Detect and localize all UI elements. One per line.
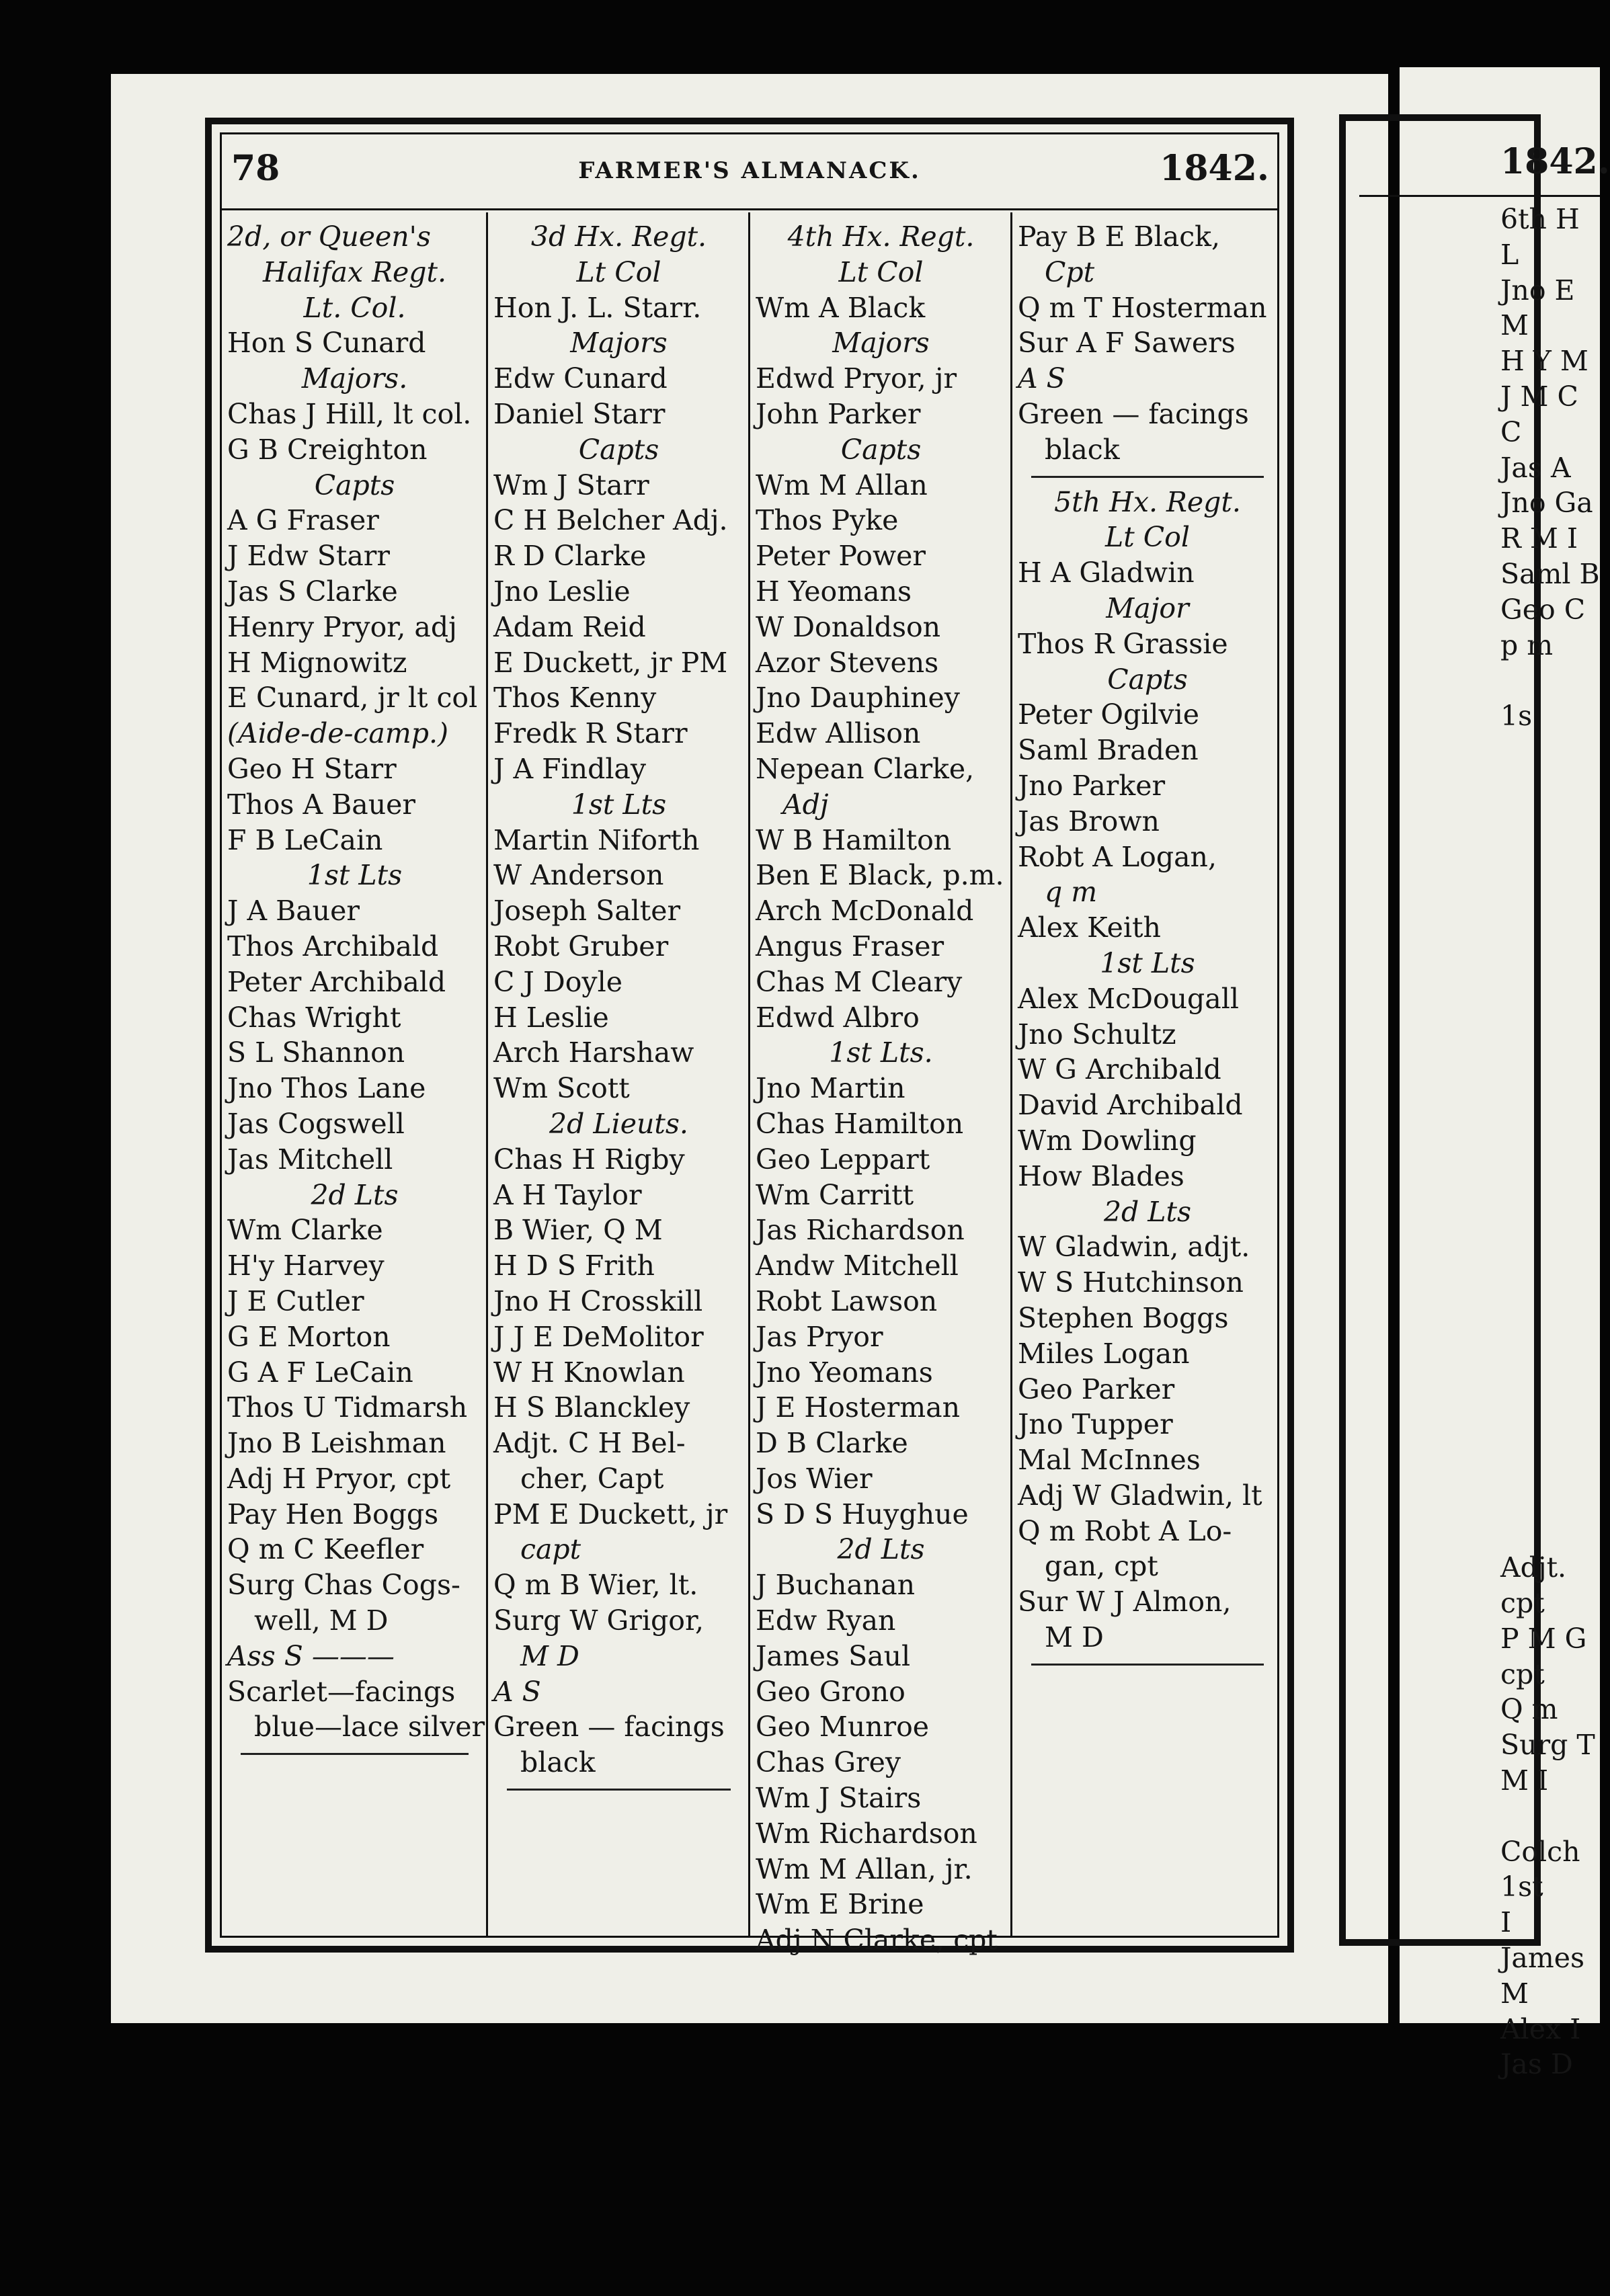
roster-line: J E Cutler bbox=[227, 1284, 364, 1317]
column-3 bbox=[750, 212, 1012, 1957]
roster-line: James Saul bbox=[756, 1639, 911, 1672]
roster-line: W Anderson bbox=[493, 859, 664, 892]
roster-line: H A Gladwin bbox=[1018, 557, 1195, 589]
roster-line: Major bbox=[1106, 591, 1189, 624]
roster-line: 2d, or Queen's bbox=[227, 220, 431, 253]
roster-line: Arch McDonald bbox=[756, 895, 974, 928]
page-number: 78 bbox=[231, 148, 280, 189]
roster-line: C H Belcher Adj. bbox=[493, 504, 728, 537]
facing-page-line bbox=[1500, 1799, 1600, 1834]
roster-line: Jno Dauphiney bbox=[756, 682, 960, 714]
roster-line: Thos R Grassie bbox=[1018, 627, 1228, 660]
roster-line: Lt Col bbox=[838, 255, 924, 288]
roster-line: Robt Gruber bbox=[493, 930, 669, 962]
roster-line: Majors. bbox=[301, 362, 408, 395]
roster-line: Jas Richardson bbox=[756, 1214, 965, 1247]
facing-page-line bbox=[1500, 1124, 1600, 1160]
roster-line: 2d Lts bbox=[311, 1178, 399, 1211]
facing-page-line bbox=[1500, 983, 1600, 1018]
roster-line: Edw Allison bbox=[756, 717, 921, 750]
roster-line: G E Morton bbox=[227, 1320, 391, 1353]
roster-line: Joseph Salter bbox=[493, 895, 681, 928]
roster-line: A S bbox=[493, 1675, 541, 1708]
facing-page-line: R M I bbox=[1500, 522, 1578, 555]
facing-page-line: cpt bbox=[1500, 1657, 1545, 1690]
roster-line: F B LeCain bbox=[227, 823, 383, 856]
facing-page bbox=[1400, 67, 1610, 2081]
roster-line: Jas S Clarke bbox=[227, 575, 398, 608]
roster-line: Jas Brown bbox=[1018, 805, 1160, 837]
roster-line: H Leslie bbox=[493, 1001, 609, 1034]
facing-page-line: M bbox=[1500, 309, 1529, 342]
roster-line: 1st Lts bbox=[307, 859, 403, 892]
roster-line: A S bbox=[1018, 362, 1065, 395]
roster-line: W B Hamilton bbox=[756, 823, 952, 856]
roster-line: M D bbox=[520, 1639, 579, 1672]
facing-page-line: Jas D bbox=[1500, 2048, 1573, 2081]
roster-line: H D S Frith bbox=[493, 1249, 655, 1282]
roster-line: Alex McDougall bbox=[1018, 982, 1239, 1015]
roster-line: 2d Lts bbox=[1103, 1195, 1192, 1228]
roster-line: Adj bbox=[782, 788, 829, 821]
roster-line: J J E DeMolitor bbox=[493, 1320, 704, 1353]
roster-line: Adam Reid bbox=[493, 610, 646, 643]
facing-page-line bbox=[1500, 1372, 1600, 1408]
roster-line: Miles Logan bbox=[1018, 1337, 1190, 1370]
facing-page-line bbox=[1500, 1018, 1600, 1053]
roster-line: (Aide-de-camp.) bbox=[227, 717, 449, 750]
roster-line: E Duckett, jr PM bbox=[493, 646, 728, 679]
roster-line: Chas Grey bbox=[756, 1746, 901, 1779]
roster-line: Jas Mitchell bbox=[227, 1143, 393, 1176]
roster-line: W G Archibald bbox=[1018, 1053, 1221, 1086]
roster-line: well, M D bbox=[254, 1604, 389, 1637]
column-4 bbox=[1012, 212, 1281, 1936]
roster-line: Pay Hen Boggs bbox=[227, 1498, 439, 1530]
roster-line: Wm M Allan bbox=[756, 468, 928, 501]
roster-line: Mal McInnes bbox=[1018, 1444, 1201, 1477]
roster-line: Wm J Starr bbox=[493, 468, 649, 501]
roster-line: Thos U Tidmarsh bbox=[227, 1391, 468, 1424]
facing-page-line bbox=[1500, 663, 1600, 698]
facing-page-line bbox=[1500, 1231, 1600, 1266]
roster-line: J Buchanan bbox=[756, 1569, 916, 1602]
roster-line: Q m Robt A Lo- bbox=[1018, 1514, 1232, 1547]
roster-line: Wm Clarke bbox=[227, 1214, 383, 1247]
roster-line: 2d Lts bbox=[837, 1533, 925, 1566]
roster-line: Jno Yeomans bbox=[756, 1356, 933, 1389]
roster-line: Peter Ogilvie bbox=[1018, 698, 1200, 731]
roster-line: Peter Power bbox=[756, 540, 926, 573]
facing-page-line bbox=[1500, 911, 1600, 947]
roster-line: Pay B E Black, bbox=[1018, 220, 1221, 253]
roster-line: Peter Archibald bbox=[227, 965, 446, 998]
facing-page-line bbox=[1500, 1089, 1600, 1124]
roster-line: Scarlet—facings bbox=[227, 1675, 456, 1708]
roster-line: Jos Wier bbox=[756, 1462, 873, 1495]
facing-page-line: 1s bbox=[1500, 700, 1533, 733]
facing-page-line: P M G bbox=[1500, 1622, 1587, 1655]
roster-line: Ben E Black, p.m. bbox=[756, 859, 1004, 892]
facing-page-line bbox=[1500, 1195, 1600, 1231]
roster-line: Majors bbox=[570, 327, 668, 360]
roster-line: Stephen Boggs bbox=[1018, 1301, 1229, 1334]
facing-page-line: 1st bbox=[1500, 1871, 1543, 1903]
roster-line: Jas Cogswell bbox=[227, 1107, 405, 1140]
roster-line: H S Blanckley bbox=[493, 1391, 690, 1424]
facing-page-line: J M C bbox=[1500, 380, 1578, 413]
roster-line: 1st Lts bbox=[571, 788, 667, 821]
facing-page-line: I bbox=[1500, 1906, 1512, 1939]
roster-line: Geo Parker bbox=[1018, 1372, 1175, 1405]
roster-line: Thos Pyke bbox=[756, 504, 899, 537]
roster-line: W Donaldson bbox=[756, 610, 941, 643]
roster-line: Wm A Black bbox=[756, 291, 926, 324]
facing-page-line: Jno E bbox=[1500, 274, 1575, 306]
page-frame-inner bbox=[220, 132, 1279, 1957]
roster-line: Wm E Brine bbox=[756, 1888, 924, 1921]
roster-line: black bbox=[1045, 433, 1120, 466]
facing-page-lines bbox=[1500, 202, 1600, 2082]
roster-line: Thos Kenny bbox=[493, 682, 657, 714]
roster-line: Jno B Leishman bbox=[227, 1427, 446, 1460]
roster-line: Q m C Keefler bbox=[227, 1533, 424, 1566]
roster-line: S L Shannon bbox=[227, 1036, 405, 1069]
roster-line: blue—lace silver bbox=[254, 1711, 485, 1744]
roster-line: Martin Niforth bbox=[493, 823, 700, 856]
roster-line: Jno Thos Lane bbox=[227, 1072, 426, 1105]
roster-line: Nepean Clarke, bbox=[756, 752, 975, 785]
roster-line: David Archibald bbox=[1018, 1089, 1243, 1122]
roster-line: Sur W J Almon, bbox=[1018, 1586, 1232, 1618]
facing-page-line bbox=[1500, 1338, 1600, 1373]
roster-line: capt bbox=[520, 1533, 581, 1566]
roster-line: Andw Mitchell bbox=[756, 1249, 959, 1282]
page-header bbox=[222, 134, 1277, 210]
roster-line: Arch Harshaw bbox=[493, 1036, 694, 1069]
roster-line: J Edw Starr bbox=[227, 540, 390, 573]
roster-line: Lt. Col. bbox=[303, 291, 406, 324]
roster-line: Geo Grono bbox=[756, 1675, 905, 1708]
roster-line: Cpt bbox=[1045, 255, 1095, 288]
roster-line: Capts bbox=[314, 468, 395, 501]
roster-line: Chas M Cleary bbox=[756, 965, 963, 998]
roster-line: Edw Cunard bbox=[493, 362, 668, 395]
roster-line: Wm Carritt bbox=[756, 1178, 914, 1211]
facing-page-line: H Y M bbox=[1500, 345, 1588, 378]
roster-line: Edw Ryan bbox=[756, 1604, 896, 1637]
roster-line: Capts bbox=[1107, 663, 1188, 696]
roster-line: Edwd Pryor, jr bbox=[756, 362, 957, 395]
roster-line: Wm M Allan, jr. bbox=[756, 1852, 973, 1885]
roster-line: black bbox=[520, 1746, 596, 1779]
roster-line: H'y Harvey bbox=[227, 1249, 385, 1282]
facing-page-line bbox=[1500, 734, 1600, 770]
roster-line: Edwd Albro bbox=[756, 1001, 920, 1034]
facing-page-line bbox=[1500, 1266, 1600, 1302]
roster-line: G A F LeCain bbox=[227, 1356, 413, 1389]
roster-line: Chas Hamilton bbox=[756, 1107, 964, 1140]
column-2 bbox=[488, 212, 750, 1936]
facing-page-line bbox=[1500, 1160, 1600, 1196]
roster-line: Wm Richardson bbox=[756, 1817, 977, 1850]
page-frame bbox=[205, 118, 1294, 1957]
running-title: FARMER'S ALMANACK. bbox=[578, 157, 921, 184]
regiment-columns bbox=[222, 212, 1277, 1957]
roster-line: Jno H Crosskill bbox=[493, 1284, 703, 1317]
roster-line: C J Doyle bbox=[493, 965, 622, 998]
roster-line: Surg W Grigor, bbox=[493, 1604, 705, 1637]
roster-line: Wm Scott bbox=[493, 1072, 630, 1105]
roster-line: Capts bbox=[578, 433, 659, 466]
roster-line: Chas H Rigby bbox=[493, 1143, 685, 1176]
facing-page-header-rule bbox=[1359, 195, 1600, 197]
facing-page-line: M I bbox=[1500, 1764, 1549, 1797]
section-rule bbox=[1031, 476, 1264, 478]
roster-line: 1st Lts. bbox=[829, 1036, 933, 1069]
roster-line: 1st Lts bbox=[1100, 946, 1195, 979]
facing-page-line: Adjt. bbox=[1500, 1551, 1567, 1584]
roster-line: Daniel Starr bbox=[493, 397, 666, 430]
roster-line: A H Taylor bbox=[493, 1178, 642, 1211]
section-rule bbox=[1031, 1664, 1264, 1666]
roster-line: Majors bbox=[832, 327, 930, 360]
facing-page-year: 1842. bbox=[1500, 141, 1610, 182]
roster-line: M D bbox=[1045, 1621, 1104, 1654]
roster-line: Sur A F Sawers bbox=[1018, 327, 1236, 360]
roster-line: Adj N Clarke, cpt bbox=[756, 1924, 998, 1957]
facing-page-line: Q m bbox=[1500, 1693, 1558, 1726]
roster-line: Capts bbox=[840, 433, 922, 466]
roster-line: Green — facings bbox=[493, 1711, 725, 1744]
facing-page-line: C bbox=[1500, 415, 1522, 448]
facing-page-line: Geo C bbox=[1500, 593, 1586, 626]
roster-line: S D S Huyghue bbox=[756, 1498, 969, 1530]
facing-page-line: p m bbox=[1500, 628, 1554, 661]
roster-line: Geo Munroe bbox=[756, 1711, 930, 1744]
section-rule bbox=[241, 1753, 469, 1755]
roster-line: Lt Col bbox=[576, 255, 661, 288]
facing-page-line: M bbox=[1500, 1977, 1529, 2010]
facing-page-line: cpt bbox=[1500, 1587, 1545, 1620]
roster-line: 5th Hx. Regt. bbox=[1054, 485, 1241, 518]
roster-line: Geo H Starr bbox=[227, 752, 397, 785]
facing-page-line bbox=[1500, 1408, 1600, 1444]
facing-page-line bbox=[1500, 1302, 1600, 1338]
roster-line: Q m B Wier, lt. bbox=[493, 1569, 698, 1602]
roster-line: Robt Lawson bbox=[756, 1284, 938, 1317]
page-year: 1842. bbox=[1160, 148, 1269, 189]
roster-line: Angus Fraser bbox=[756, 930, 944, 962]
roster-line: B Wier, Q M bbox=[493, 1214, 663, 1247]
column-1 bbox=[222, 212, 488, 1936]
roster-line: Chas Wright bbox=[227, 1001, 401, 1034]
roster-line: Halifax Regt. bbox=[262, 255, 447, 288]
roster-line: Geo Leppart bbox=[756, 1143, 930, 1176]
roster-line: Wm J Stairs bbox=[756, 1782, 922, 1815]
roster-line: W H Knowlan bbox=[493, 1356, 685, 1389]
roster-line: Q m T Hosterman bbox=[1018, 291, 1267, 324]
roster-line: Henry Pryor, adj bbox=[227, 610, 457, 643]
roster-line: W S Hutchinson bbox=[1018, 1266, 1244, 1299]
roster-line: Alex Keith bbox=[1018, 911, 1161, 944]
roster-line: John Parker bbox=[756, 397, 921, 430]
roster-line: gan, cpt bbox=[1045, 1550, 1158, 1583]
roster-line: Fredk R Starr bbox=[493, 717, 688, 750]
roster-line: H Yeomans bbox=[756, 575, 912, 608]
facing-page-line bbox=[1500, 770, 1600, 805]
roster-line: Jno Schultz bbox=[1018, 1018, 1176, 1051]
roster-line: Lt Col bbox=[1105, 521, 1190, 554]
roster-line: J E Hosterman bbox=[756, 1391, 960, 1424]
roster-line: E Cunard, jr lt col bbox=[227, 682, 478, 714]
roster-line: Thos Archibald bbox=[227, 930, 439, 962]
roster-line: G B Creighton bbox=[227, 433, 428, 466]
roster-line: Jno Tupper bbox=[1018, 1408, 1173, 1441]
roster-line: PM E Duckett, jr bbox=[493, 1498, 728, 1530]
roster-line: Ass S ——— bbox=[227, 1639, 395, 1672]
roster-line: Hon S Cunard bbox=[227, 327, 426, 360]
facing-page-line: 6th H bbox=[1500, 203, 1580, 235]
facing-page-line bbox=[1500, 947, 1600, 983]
roster-line: Wm Dowling bbox=[1018, 1124, 1197, 1157]
facing-page-line bbox=[1500, 876, 1600, 911]
facing-page-line bbox=[1500, 1479, 1600, 1515]
roster-line: Adjt. C H Bel- bbox=[493, 1427, 686, 1460]
facing-page-line: Alex I bbox=[1500, 2012, 1581, 2045]
roster-line: Hon J. L. Starr. bbox=[493, 291, 702, 324]
facing-page-line bbox=[1500, 1444, 1600, 1479]
roster-line: Green — facings bbox=[1018, 397, 1249, 430]
roster-line: cher, Capt bbox=[520, 1462, 664, 1495]
facing-page-line bbox=[1500, 1053, 1600, 1089]
section-rule bbox=[507, 1789, 731, 1791]
roster-line: R D Clarke bbox=[493, 540, 647, 573]
roster-line: Surg Chas Cogs- bbox=[227, 1569, 460, 1602]
roster-line: 2d Lieuts. bbox=[549, 1107, 688, 1140]
roster-line: How Blades bbox=[1018, 1159, 1184, 1192]
facing-page-line: Colch bbox=[1500, 1835, 1580, 1868]
roster-line: q m bbox=[1045, 876, 1098, 909]
facing-page-line: Saml B bbox=[1500, 557, 1600, 590]
facing-page-line bbox=[1500, 805, 1600, 841]
roster-line: A G Fraser bbox=[227, 504, 379, 537]
roster-line: Jno Leslie bbox=[493, 575, 631, 608]
roster-line: Adj W Gladwin, lt bbox=[1018, 1479, 1262, 1512]
roster-line: Azor Stevens bbox=[756, 646, 939, 679]
roster-line: J A Bauer bbox=[227, 895, 360, 928]
facing-page-line: Jas A bbox=[1500, 451, 1571, 484]
roster-line: Saml Braden bbox=[1018, 734, 1199, 767]
roster-line: Thos A Bauer bbox=[227, 788, 415, 821]
facing-page-line bbox=[1500, 840, 1600, 876]
roster-line: Jno Martin bbox=[756, 1072, 905, 1105]
roster-line: Jno Parker bbox=[1018, 769, 1166, 802]
roster-line: W Gladwin, adjt. bbox=[1018, 1231, 1250, 1264]
roster-line: 3d Hx. Regt. bbox=[530, 220, 707, 253]
facing-page-line: L bbox=[1500, 238, 1519, 271]
roster-line: Jas Pryor bbox=[756, 1320, 883, 1353]
roster-line: Adj H Pryor, cpt bbox=[227, 1462, 451, 1495]
facing-page-line bbox=[1500, 1514, 1600, 1550]
roster-line: D B Clarke bbox=[756, 1427, 908, 1460]
roster-line: Chas J Hill, lt col. bbox=[227, 397, 472, 430]
roster-line: 4th Hx. Regt. bbox=[787, 220, 975, 253]
roster-line: J A Findlay bbox=[493, 752, 647, 785]
facing-page-line: Surg T bbox=[1500, 1729, 1595, 1762]
roster-line: H Mignowitz bbox=[227, 646, 407, 679]
facing-page-line: James bbox=[1500, 1942, 1585, 1975]
roster-line: Robt A Logan, bbox=[1018, 840, 1217, 873]
facing-page-line: Jno Ga bbox=[1500, 487, 1593, 520]
